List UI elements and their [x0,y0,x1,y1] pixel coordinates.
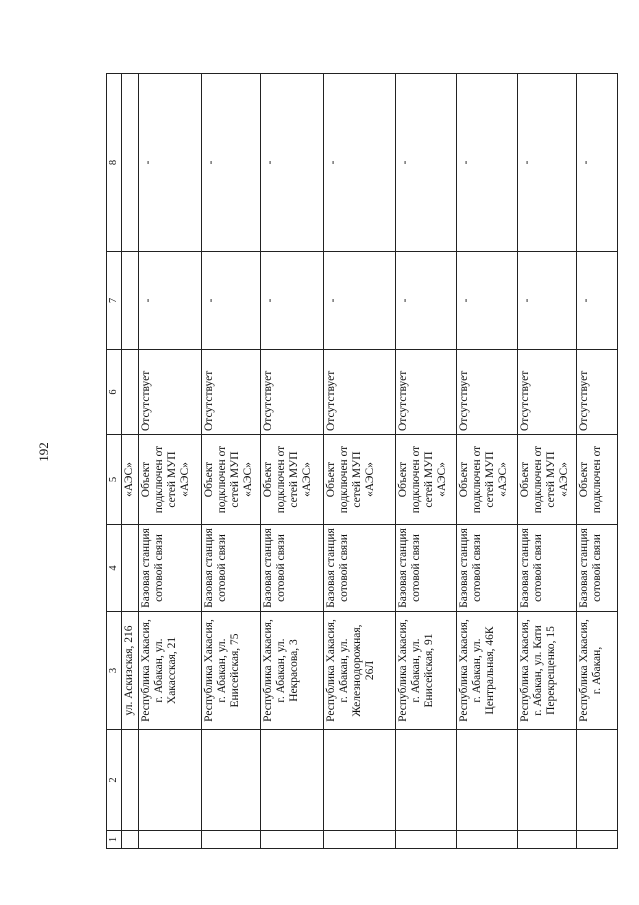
cell-number [457,831,518,849]
cell-col7: - [260,252,323,350]
cell-connection: Объект подключен от сетей МУП «АЭС» [323,435,396,525]
cell-name [518,730,577,831]
cell-connection: Объект подключен от сетей МУП «АЭС» [396,435,457,525]
cell-status: Отсутствует [396,350,457,435]
cell-col7: - [518,252,577,350]
cell-col8: - [201,74,260,252]
table-row [518,74,577,849]
cell-status [122,350,139,435]
cell-object-type: Базовая станция сотовой связи [518,525,577,612]
cell-status: Отсутствует [138,350,201,435]
cell-col7: - [201,252,260,350]
table-header [107,74,122,849]
table-row [201,74,260,849]
cell-connection: Объект подключен от сетей МУП «АЭС» [457,435,518,525]
cell-address: Республика Хакасия, г. Абакан, ул. Енисейская, 91 [396,612,457,730]
rotated-table-frame [106,74,618,849]
column-header-2: 2 [107,730,122,831]
column-header-4: 4 [107,525,122,612]
cell-address: Республика Хакасия, г. Абакан, ул. Енисейская, 75 [201,612,260,730]
cell-col8 [122,74,139,252]
cell-col8: - [323,74,396,252]
column-header-3: 3 [107,612,122,730]
cell-col8: - [138,74,201,252]
cell-connection: Объект подключен от [576,435,617,525]
cell-name [122,730,139,831]
cell-object-type: Базовая станция сотовой связи [457,525,518,612]
cell-number [323,831,396,849]
cell-number [138,831,201,849]
data-table [106,73,618,849]
cell-number [201,831,260,849]
cell-connection: Объект подключен от сетей МУП «АЭС» [260,435,323,525]
column-header-7: 7 [107,252,122,350]
cell-status: Отсутствует [323,350,396,435]
cell-name [396,730,457,831]
cell-name [576,730,617,831]
cell-address: Республика Хакасия, г. Абакан, ул. Железнодорожная, 26Л [323,612,396,730]
table-row [323,74,396,849]
table-row [457,74,518,849]
cell-object-type: Базовая станция сотовой связи [576,525,617,612]
cell-object-type: Базовая станция сотовой связи [138,525,201,612]
cell-status: Отсутствует [576,350,617,435]
cell-name [323,730,396,831]
table-row [138,74,201,849]
cell-object-type: Базовая станция сотовой связи [323,525,396,612]
cell-name [201,730,260,831]
cell-number [260,831,323,849]
cell-name [138,730,201,831]
cell-address: ул. Аскизская, 216 [122,612,139,730]
cell-address: Республика Хакасия, г. Абакан, ул. Хакасская, 21 [138,612,201,730]
cell-number [576,831,617,849]
cell-connection: Объект подключен от сетей МУП «АЭС» [138,435,201,525]
page-number: 192 [36,442,51,462]
cell-connection: Объект подключен от сетей МУП «АЭС» [518,435,577,525]
column-header-8: 8 [107,74,122,252]
cell-name [457,730,518,831]
cell-number [122,831,139,849]
cell-number [396,831,457,849]
cell-object-type: Базовая станция сотовой связи [201,525,260,612]
cell-status: Отсутствует [518,350,577,435]
cell-number [518,831,577,849]
cell-col8: - [457,74,518,252]
header-row [107,74,122,849]
table-row [122,74,139,849]
table-row [396,74,457,849]
cell-col7: - [323,252,396,350]
cell-col7 [122,252,139,350]
cell-col8: - [518,74,577,252]
cell-status: Отсутствует [260,350,323,435]
cell-col8: - [396,74,457,252]
column-header-5: 5 [107,435,122,525]
table-row [260,74,323,849]
table-body [122,74,618,849]
cell-address: Республика Хакасия, г. Абакан, [576,612,617,730]
cell-col8: - [260,74,323,252]
cell-col8: - [576,74,617,252]
cell-address: Республика Хакасия, г. Абакан, ул. Центральная, 46К [457,612,518,730]
cell-col7: - [457,252,518,350]
cell-col7: - [396,252,457,350]
cell-object-type: Базовая станция сотовой связи [396,525,457,612]
cell-connection: «АЭС» [122,435,139,525]
cell-object-type: Базовая станция сотовой связи [260,525,323,612]
cell-connection: Объект подключен от сетей МУП «АЭС» [201,435,260,525]
cell-status: Отсутствует [457,350,518,435]
column-header-6: 6 [107,350,122,435]
cell-address: Республика Хакасия, г. Абакан, ул. Кати Перекрещенко, 15 [518,612,577,730]
table-row [576,74,617,849]
cell-object-type [122,525,139,612]
column-header-1: 1 [107,831,122,849]
cell-col7: - [576,252,617,350]
cell-address: Республика Хакасия, г. Абакан, ул. Некрасова, 3 [260,612,323,730]
cell-name [260,730,323,831]
cell-status: Отсутствует [201,350,260,435]
cell-col7: - [138,252,201,350]
